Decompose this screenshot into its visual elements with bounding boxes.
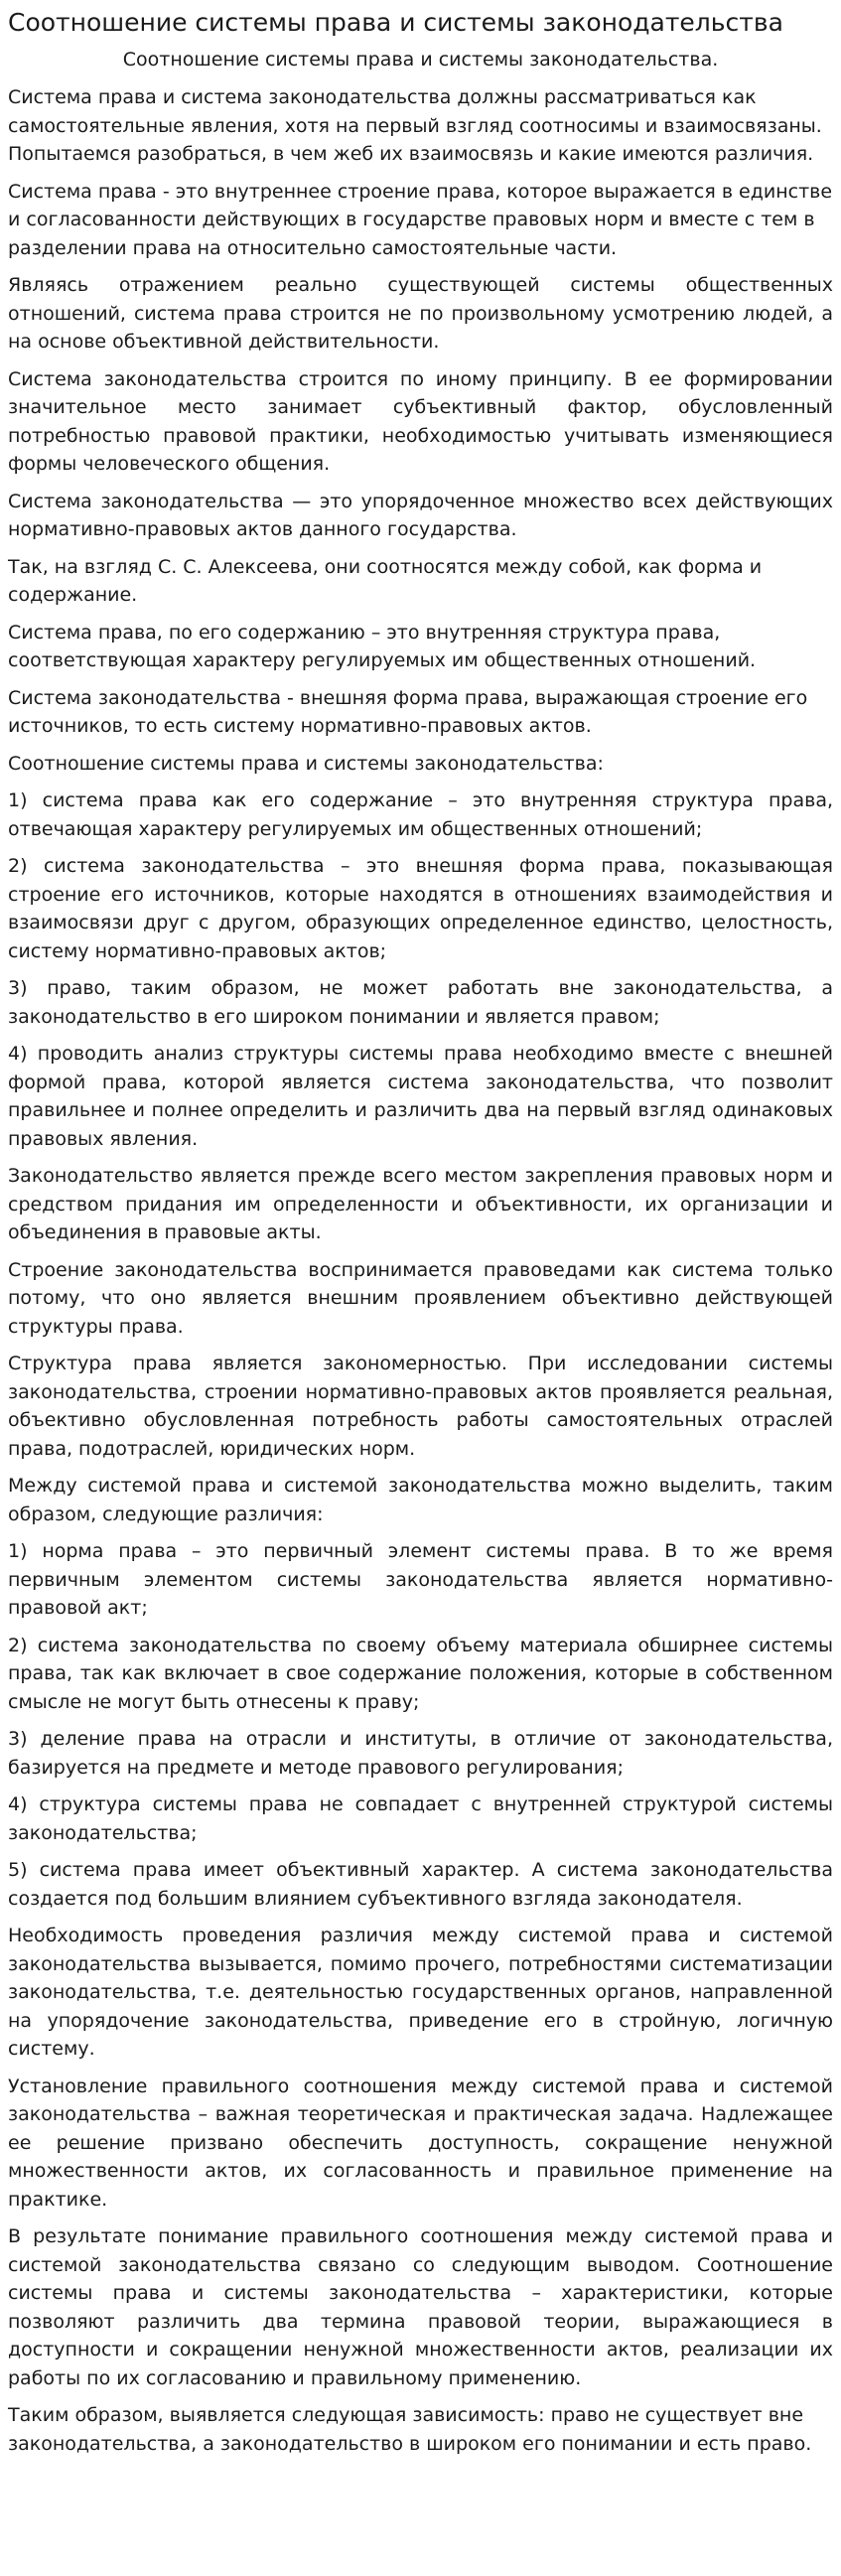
- paragraph: Соотношение системы права и системы законодательства:: [8, 752, 604, 775]
- paragraph: Строение законодательства воспринимается правоведами как система только потому, что оно является внешним проявлением объективно действующей структуры права.: [8, 1258, 833, 1338]
- paragraph: Система законодательства — это упорядоченное множество всех действующих нормативно-правовых актов данного государства.: [8, 490, 833, 540]
- page-title: Соотношение системы права и системы законодательства: [8, 8, 783, 37]
- paragraph: Необходимость проведения различия между системой права и системой законодательства вызывается, помимо прочего, потребностями систематизации законодательства, т.е. деятельностью государственных органов, направленной на упорядочение законодательства, приведение его в стройную, логичную систему.: [8, 1925, 833, 2060]
- paragraph: 4) проводить анализ структуры системы права необходимо вместе с внешней формой права, которой является система законодательства, что позволит правильнее и полнее определить и различить два на первый взгляд одинаковых правовых явления.: [8, 1043, 833, 1150]
- paragraph: 1) норма права – это первичный элемент системы права. В то же время первичным элементом системы законодательства является нормативно-правовой акт;: [8, 1540, 833, 1619]
- paragraph: Система законодательства - внешняя форма права, выражающая строение его источников, то есть систему нормативно-правовых актов.: [8, 686, 808, 737]
- paragraph: Система права, по его содержанию – это внутренняя структура права, соответствующая характеру регулируемых им общественных отношений.: [8, 621, 757, 671]
- paragraph: Система права и система законодательства должны рассматриваться как самостоятельные явления, хотя на первый взгляд соотносимы и взаимосвязаны. Попытаемся разобраться, в чем жеб их взаимосвязь и какие имеются различия.: [8, 86, 822, 165]
- paragraph: Система законодательства строится по иному принципу. В ее формировании значительное место занимает субъективный фактор, обусловленный потребностью правовой практики, необходимостью учитывать изменяющиеся формы человеческого общения.: [8, 367, 833, 475]
- paragraph: 5) система права имеет объективный характер. А система законодательства создается под большим влиянием субъективного взгляда законодателя.: [8, 1859, 833, 1910]
- document-body: [8, 83, 833, 2458]
- paragraph: 3) право, таким образом, не может работать вне законодательства, а законодательство в его широком понимании и является правом;: [8, 977, 833, 1028]
- paragraph: Установление правильного соотношения между системой права и системой законодательства – важная теоретическая и практическая задача. Надлежащее ее решение призвано обеспечить доступность, сокращение ненужной множественности актов, их согласованность и правильное применение на практике.: [8, 2075, 833, 2211]
- paragraph: Структура права является закономерностью. При исследовании системы законодательства, строении нормативно-правовых актов проявляется реальная, объективно обусловленная потребность работы самостоятельных отраслей права, подотраслей, юридических норм.: [8, 1353, 833, 1460]
- paragraph: Таким образом, выявляется следующая зависимость: право не существует вне законодательства, а законодательство в широком его понимании и есть право.: [8, 2404, 812, 2455]
- paragraph: Являясь отражением реально существующей системы общественных отношений, система права строится не по произвольному усмотрению людей, а на основе объективной действительности.: [8, 274, 833, 353]
- paragraph: 3) деление права на отрасли и институты, в отличие от законодательства, базируется на предмете и методе правового регулирования;: [8, 1728, 833, 1779]
- paragraph: Так, на взгляд С. С. Алексеева, они соотносятся между собой, как форма и содержание.: [8, 555, 763, 606]
- paragraph: Законодательство является прежде всего местом закрепления правовых норм и средством придания им определенности и объективности, их организации и объединения в правовые акты.: [8, 1165, 833, 1243]
- paragraph: 1) система права как его содержание – это внутренняя структура права, отвечающая характеру регулируемых им общественных отношений;: [8, 789, 833, 840]
- paragraph: Между системой права и системой законодательства можно выделить, таким образом, следующие различия:: [8, 1475, 833, 1525]
- paragraph: 2) система законодательства по своему объему материала обширнее системы права, так как включает в свое содержание положения, которые в собственном смысле не могут быть отнесены к праву;: [8, 1634, 833, 1713]
- paragraph: Система права - это внутреннее строение права, которое выражается в единстве и согласованности действующих в государстве правовых норм и вместе с тем в разделении права на относительно самостоятельные части.: [8, 180, 833, 259]
- document-subtitle: Соотношение системы права и системы законодательства.: [122, 49, 719, 71]
- paragraph: В результате понимание правильного соотношения между системой права и системой законодательства связано со следующим выводом. Соотношение системы права и системы законодательства – характеристики, которые позволяют различить два термина правовой теории, выражающиеся в доступности и сокращении ненужной множественности актов, реализации их работы по их согласованию и правильному применению.: [8, 2225, 833, 2389]
- paragraph: 2) система законодательства – это внешняя форма права, показывающая строение его источников, которые находятся в отношениях взаимодействия и взаимосвязи друг с другом, образующих определенное единство, целостность, систему нормативно-правовых актов;: [8, 855, 833, 962]
- paragraph: 4) структура системы права не совпадает с внутренней структурой системы законодательства;: [8, 1793, 833, 1844]
